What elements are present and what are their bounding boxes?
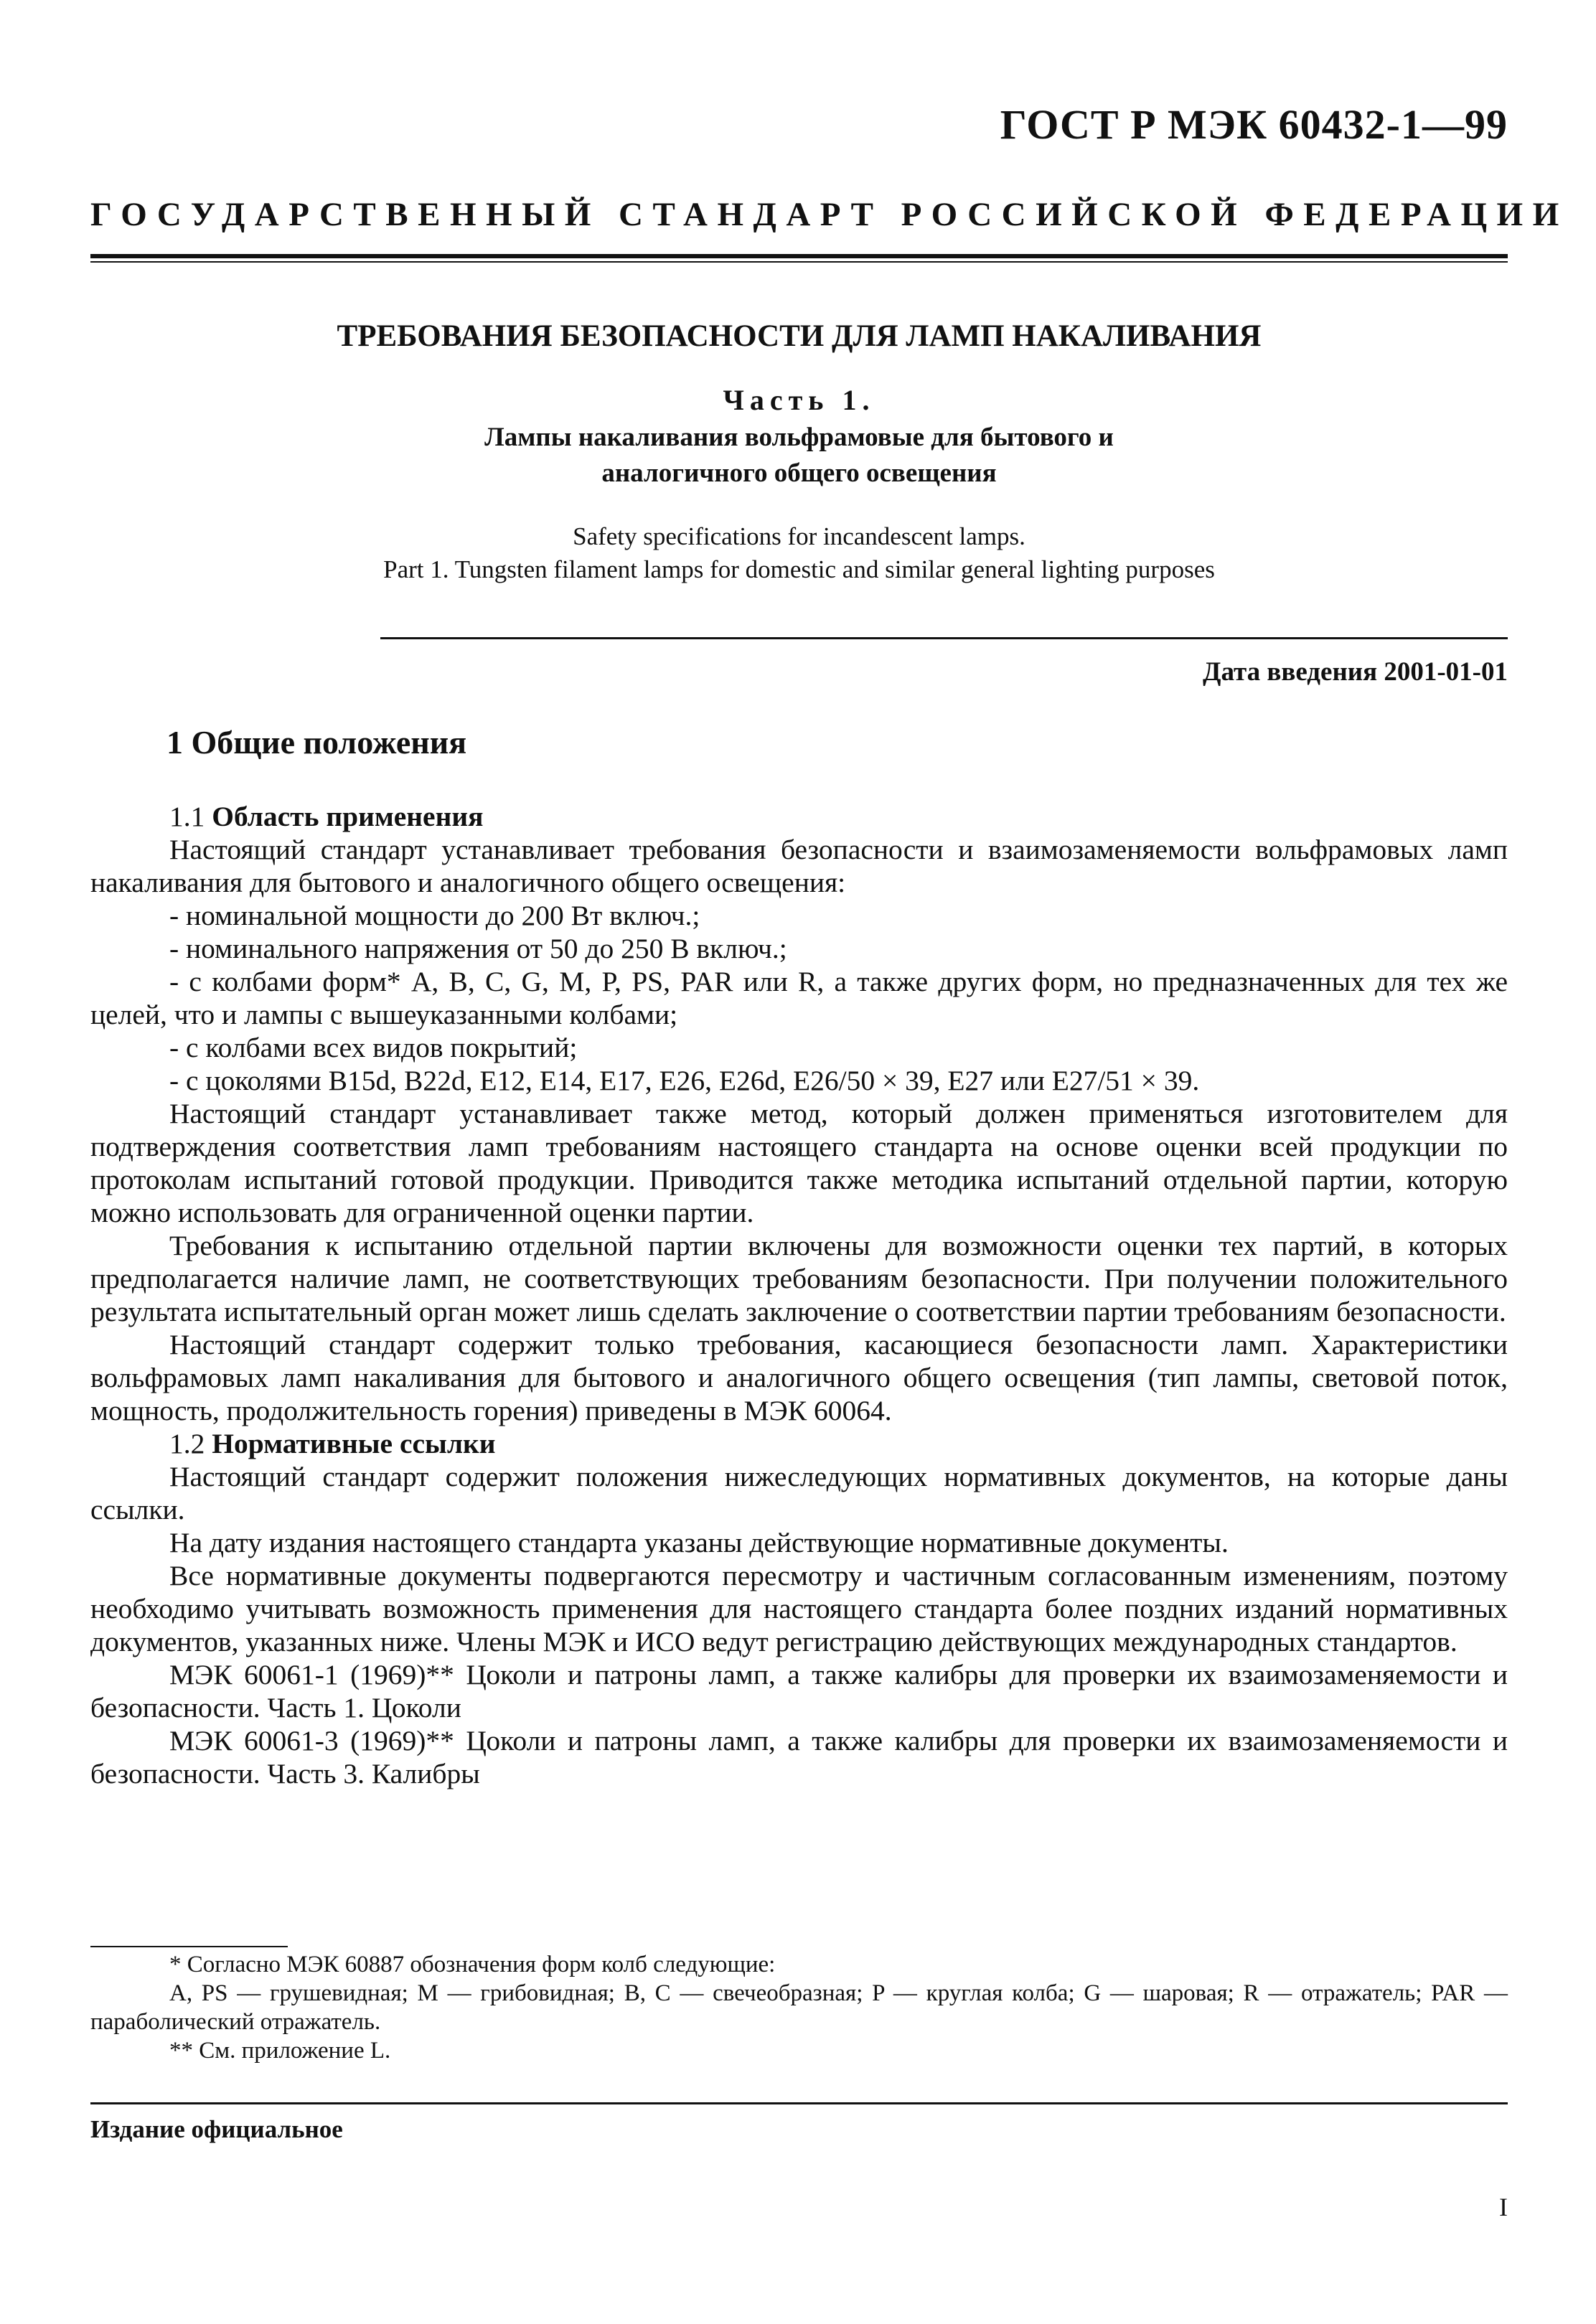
document-code: ГОСТ Р МЭК 60432-1—99 [1000, 101, 1508, 148]
footnote: ** См. приложение L. [169, 2038, 391, 2064]
footnote-separator [90, 1946, 288, 1947]
paragraph: Все нормативные документы подвергаются пересмотру и частичным согласованным изменениям, поэтому необходимо учитывать возможность применения для настоящего стандарта более поздних изданий нормативных документов, указанных ниже. Члены МЭК и ИСО ведут регистрацию действующих международных стандартов. [90, 1560, 1508, 1657]
paragraph: Настоящий стандарт содержит положения нижеследующих нормативных документов, на которые даны ссылки. [90, 1461, 1508, 1525]
paragraph: Требования к испытанию отдельной партии включены для возможности оценки тех партий, в которых предполагается наличие ламп, не соответствующих требованиям безопасности. При получении положительного результата испытательный орган может лишь сделать заключение о соответствии партии требованиям безопасности. [90, 1230, 1508, 1327]
subsection-heading [90, 1427, 1508, 1460]
title-separator-rule [380, 637, 1508, 639]
document-title: ТРЕБОВАНИЯ БЕЗОПАСНОСТИ ДЛЯ ЛАМП НАКАЛИВАНИЯ [337, 319, 1262, 353]
section-body [90, 800, 1508, 1790]
subsection-number: 1.1 [169, 801, 205, 832]
normative-reference: МЭК 60061-3 (1969)** Цоколи и патроны ламп, а также калибры для проверки их взаимозаменяемости и безопасности. Часть 3. Калибры [90, 1725, 1508, 1789]
part-title-line1: Лампы накаливания вольфрамовые для бытового и [484, 423, 1114, 452]
list-item: - с колбами форм* A, B, C, G, M, P, PS, PAR или R, а также других форм, но предназначенных для тех же целей, что и лампы с вышеуказанными колбами; [90, 966, 1508, 1030]
footnote: * Согласно МЭК 60887 обозначения форм колб следующие: [169, 1952, 776, 1977]
introduction-date: Дата введения 2001-01-01 [1203, 657, 1508, 687]
normative-reference: МЭК 60061-1 (1969)** Цоколи и патроны ламп, а также калибры для проверки их взаимозаменяемости и безопасности. Часть 1. Цоколи [90, 1659, 1508, 1723]
subsection-title: Область применения [212, 801, 484, 832]
paragraph: Настоящий стандарт содержит только требования, касающиеся безопасности ламп. Характеристики вольфрамовых ламп накаливания для бытового и аналогичного общего освещения (тип лампы, световой поток, мощность, продолжительность горения) приведены в МЭК 60064. [90, 1329, 1508, 1426]
page-number: I [1499, 2193, 1508, 2221]
english-title [90, 520, 1508, 586]
list-item: - номинальной мощности до 200 Вт включ.; [169, 900, 700, 931]
list-item: - с цоколями B15d, B22d, E12, E14, E17, E26, E26d, E26/50 × 39, E27 или E27/51 × 39. [169, 1065, 1200, 1096]
english-title-line2: Part 1. Tungsten filament lamps for domestic and similar general lighting purposes [383, 555, 1215, 583]
subsection-number: 1.2 [169, 1428, 205, 1459]
section-heading: 1 Общие положения [166, 724, 467, 761]
subsection-title: Нормативные ссылки [212, 1428, 496, 1459]
english-title-line1: Safety specifications for incandescent lamps. [573, 522, 1025, 550]
header-rule-thick [90, 254, 1508, 258]
edition-label: Издание официальное [90, 2115, 343, 2143]
paragraph: Настоящий стандарт устанавливает требования безопасности и взаимозаменяемости вольфрамовых ламп накаливания для бытового и аналогичного общего освещения: [90, 834, 1508, 898]
paragraph: На дату издания настоящего стандарта указаны действующие нормативные документы. [169, 1527, 1229, 1558]
footnote-text: A, PS — грушевидная; M — грибовидная; B, C — свечеобразная; P — круглая колба; G — шаровая; R — отражатель; PAR — параболический отражатель. [90, 1980, 1508, 2035]
part-label: Часть 1. [723, 384, 876, 416]
footer-rule [90, 2102, 1508, 2104]
organization-banner: ГОСУДАРСТВЕННЫЙ СТАНДАРТ РОССИЙСКОЙ ФЕДЕРАЦИИ [90, 196, 1569, 233]
subsection-heading [90, 800, 1508, 833]
paragraph: Настоящий стандарт устанавливает также метод, который должен применяться изготовителем для подтверждения соответствия ламп требованиям настоящего стандарта на основе оценки всей продукции по протоколам испытаний готовой продукции. Приводится также методика испытаний отдельной партии, которую можно использовать для ограниченной оценки партии. [90, 1098, 1508, 1228]
part-title-line2: аналогичного общего освещения [601, 458, 997, 488]
header-rule-thin [90, 261, 1508, 263]
list-item: - номинального напряжения от 50 до 250 В включ.; [169, 933, 787, 964]
list-item: - с колбами всех видов покрытий; [169, 1032, 578, 1063]
footnotes [90, 1950, 1508, 2065]
part-title [90, 420, 1508, 491]
